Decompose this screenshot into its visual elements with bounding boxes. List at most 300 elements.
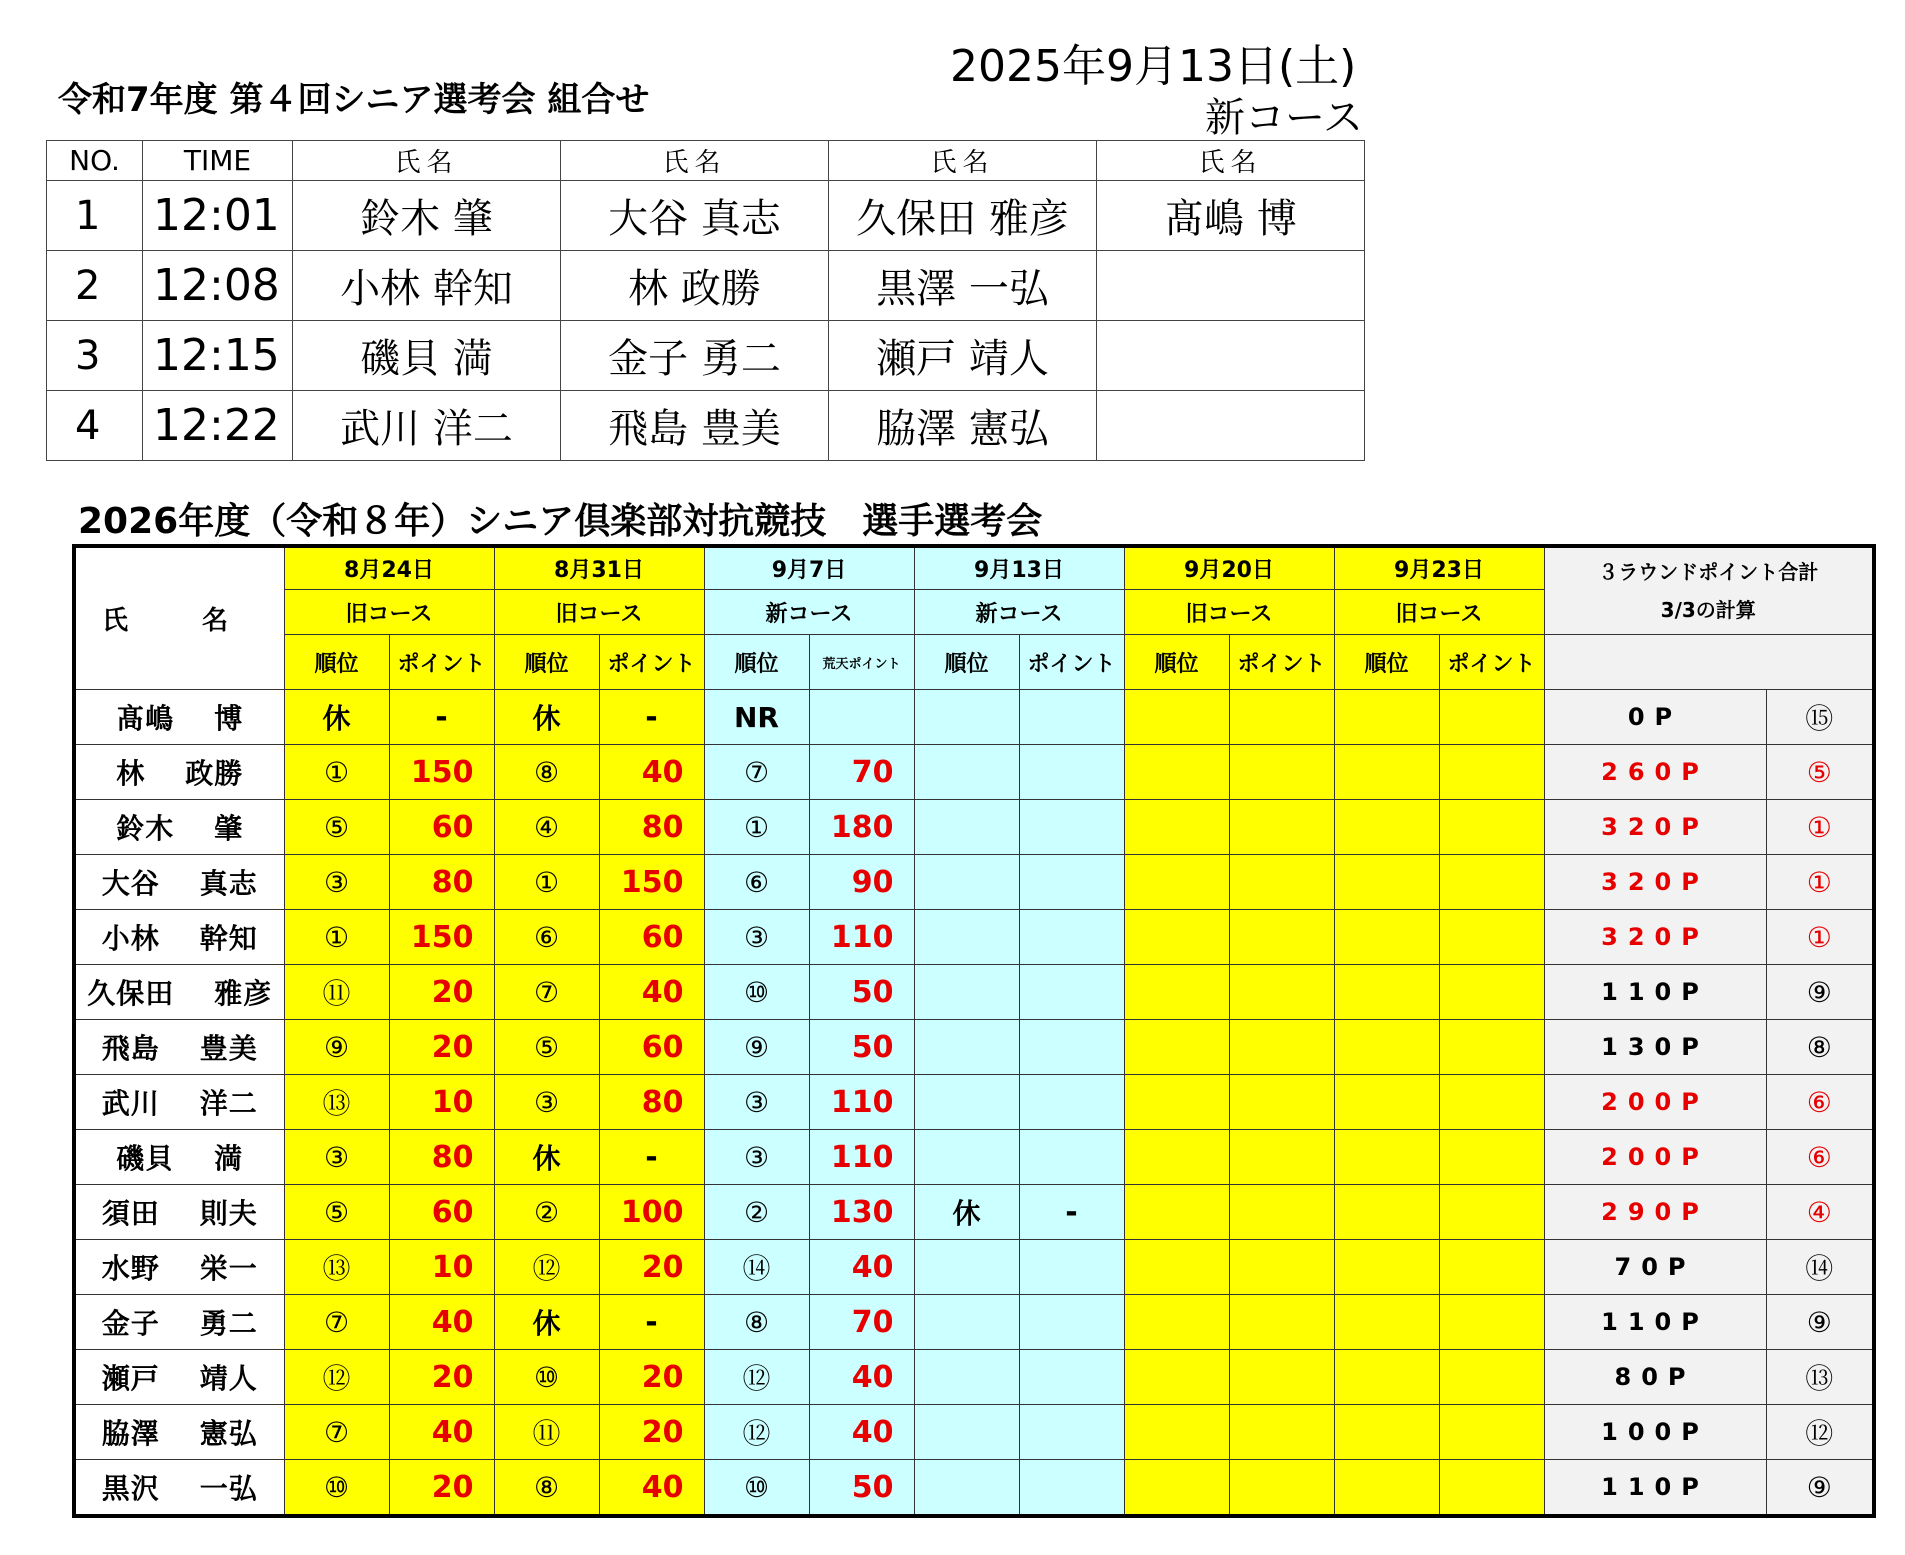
round-rank	[914, 1075, 1019, 1130]
round-rank	[1334, 855, 1439, 910]
round-points: -	[599, 1295, 704, 1350]
total-points: 0P	[1544, 690, 1766, 745]
round-course: 新コース	[704, 590, 914, 635]
standings-row	[74, 1405, 1874, 1460]
round-rank: ⑫	[704, 1350, 809, 1405]
round-points	[1439, 800, 1544, 855]
round-rank	[1124, 910, 1229, 965]
round-rank: ①	[494, 855, 599, 910]
round-points	[1229, 800, 1334, 855]
tee-time: 12:08	[143, 251, 293, 321]
player-family-name: 須田	[101, 1197, 160, 1230]
player-name: 鈴木 肇	[293, 181, 561, 251]
round-points: 40	[809, 1350, 914, 1405]
player-name	[74, 745, 284, 800]
round-rank	[914, 1350, 1019, 1405]
round-course: 旧コース	[284, 590, 494, 635]
round-points	[1019, 745, 1124, 800]
round-rank: ⑬	[284, 1240, 389, 1295]
round-points	[1019, 855, 1124, 910]
round-rank: ③	[704, 910, 809, 965]
total-rank: ①	[1766, 910, 1874, 965]
round-date: 8月24日	[284, 546, 494, 590]
round-rank	[1124, 1240, 1229, 1295]
round-points: 80	[599, 1075, 704, 1130]
player-name	[74, 1240, 284, 1295]
round-rank: ⑩	[284, 1460, 389, 1517]
player-given-name: 政勝	[185, 757, 244, 790]
player-name	[1097, 391, 1365, 461]
round-points	[1439, 1460, 1544, 1517]
player-given-name: 洋二	[199, 1087, 258, 1120]
name-column-header: 氏 名	[74, 546, 284, 690]
total-points: 130P	[1544, 1020, 1766, 1075]
player-name	[74, 965, 284, 1020]
player-given-name: 雅彦	[214, 977, 273, 1010]
round-rank	[1124, 1460, 1229, 1517]
player-name	[1097, 251, 1365, 321]
round-rank: ⑪	[284, 965, 389, 1020]
round-rank: ③	[284, 1130, 389, 1185]
total-rank: ⑨	[1766, 1295, 1874, 1350]
round-points: 70	[809, 745, 914, 800]
total-rank: ⑥	[1766, 1130, 1874, 1185]
player-given-name: 一弘	[199, 1472, 258, 1505]
round-date: 9月7日	[704, 546, 914, 590]
round-rank	[1334, 1185, 1439, 1240]
round-rank: 休	[494, 690, 599, 745]
round-rank	[914, 1130, 1019, 1185]
round-points	[1439, 965, 1544, 1020]
round-points	[1019, 1075, 1124, 1130]
round-rank	[1334, 1075, 1439, 1130]
round-points	[1019, 965, 1124, 1020]
total-header: ３ラウンドポイント合計 3/3の計算	[1544, 546, 1874, 635]
player-name: 大谷 真志	[561, 181, 829, 251]
round-rank: ③	[704, 1075, 809, 1130]
round-points	[1229, 855, 1334, 910]
total-points: 200P	[1544, 1130, 1766, 1185]
pairing-header-no: NO.	[47, 141, 143, 181]
standings-row	[74, 1350, 1874, 1405]
round-rank: ⑫	[494, 1240, 599, 1295]
group-number: 3	[47, 321, 143, 391]
round-points: 20	[389, 1020, 494, 1075]
point-header: 荒天ポイント	[809, 635, 914, 690]
pairing-table	[46, 140, 1365, 461]
round-points: 80	[389, 855, 494, 910]
point-header: ポイント	[1229, 635, 1334, 690]
pairing-header-row	[47, 141, 1365, 181]
player-name	[74, 1185, 284, 1240]
total-rank: ⑨	[1766, 965, 1874, 1020]
round-points: 50	[809, 965, 914, 1020]
round-points: 150	[389, 745, 494, 800]
total-rank: ①	[1766, 855, 1874, 910]
total-rank: ⑮	[1766, 690, 1874, 745]
round-rank	[1334, 745, 1439, 800]
total-points: 320P	[1544, 855, 1766, 910]
round-rank	[914, 690, 1019, 745]
round-points	[1229, 745, 1334, 800]
player-given-name: 則夫	[199, 1197, 258, 1230]
round-rank: ⑫	[704, 1405, 809, 1460]
round-rank: ⑦	[704, 745, 809, 800]
round-points: 150	[389, 910, 494, 965]
player-name	[74, 1405, 284, 1460]
pairing-header-time: TIME	[143, 141, 293, 181]
round-points	[1229, 1130, 1334, 1185]
round-rank: ①	[284, 745, 389, 800]
round-points: 150	[599, 855, 704, 910]
round-points: 80	[599, 800, 704, 855]
round-course: 新コース	[914, 590, 1124, 635]
total-rank: ⑭	[1766, 1240, 1874, 1295]
player-name: 金子 勇二	[561, 321, 829, 391]
round-points	[1019, 1295, 1124, 1350]
total-points: 110P	[1544, 965, 1766, 1020]
standings-row	[74, 1460, 1874, 1517]
player-given-name: 満	[214, 1142, 244, 1175]
standings-row	[74, 910, 1874, 965]
player-name: 黒澤 一弘	[829, 251, 1097, 321]
pairing-row	[47, 181, 1365, 251]
player-given-name: 靖人	[199, 1362, 258, 1395]
player-family-name: 脇澤	[101, 1417, 160, 1450]
round-points: 180	[809, 800, 914, 855]
round-rank: ⑤	[494, 1020, 599, 1075]
round-points: 20	[389, 1460, 494, 1517]
round-course: 旧コース	[1124, 590, 1334, 635]
round-points	[1019, 800, 1124, 855]
round-points	[1439, 1295, 1544, 1350]
player-family-name: 黒沢	[101, 1472, 160, 1505]
player-given-name: 勇二	[199, 1307, 258, 1340]
standings-row	[74, 855, 1874, 910]
round-rank	[914, 965, 1019, 1020]
round-points	[1229, 1350, 1334, 1405]
round-rank	[1334, 1130, 1439, 1185]
round-rank	[914, 855, 1019, 910]
round-rank	[1334, 965, 1439, 1020]
total-points: 290P	[1544, 1185, 1766, 1240]
round-points: 60	[599, 910, 704, 965]
player-name: 髙嶋 博	[1097, 181, 1365, 251]
round-rank: ⑦	[284, 1405, 389, 1460]
round-rank	[914, 1020, 1019, 1075]
standings-row	[74, 965, 1874, 1020]
standings-row	[74, 745, 1874, 800]
round-rank: ①	[284, 910, 389, 965]
round-rank: ⑥	[704, 855, 809, 910]
round-rank: ⑪	[494, 1405, 599, 1460]
group-number: 4	[47, 391, 143, 461]
round-points: 40	[389, 1295, 494, 1350]
round-points	[1439, 1130, 1544, 1185]
round-points	[1439, 1350, 1544, 1405]
player-given-name: 豊美	[199, 1032, 258, 1065]
player-given-name: 憲弘	[199, 1417, 258, 1450]
player-name: 磯貝 満	[293, 321, 561, 391]
round-rank: 休	[284, 690, 389, 745]
round-rank: ⑤	[284, 1185, 389, 1240]
round-rank	[914, 910, 1019, 965]
round-points	[1019, 1460, 1124, 1517]
total-points: 100P	[1544, 1405, 1766, 1460]
round-points: -	[1019, 1185, 1124, 1240]
round-points: 20	[599, 1350, 704, 1405]
round-course: 旧コース	[1334, 590, 1544, 635]
total-points: 320P	[1544, 910, 1766, 965]
point-header: ポイント	[599, 635, 704, 690]
round-points: 60	[599, 1020, 704, 1075]
round-points: 60	[389, 1185, 494, 1240]
round-rank	[1334, 1020, 1439, 1075]
event-course: 新コース	[1205, 95, 1363, 141]
round-points: 100	[599, 1185, 704, 1240]
round-points: 40	[389, 1405, 494, 1460]
round-rank: ⑧	[704, 1295, 809, 1350]
rank-header: 順位	[284, 635, 389, 690]
pairing-row	[47, 391, 1365, 461]
round-rank	[1334, 1295, 1439, 1350]
player-name: 飛島 豊美	[561, 391, 829, 461]
round-date: 9月13日	[914, 546, 1124, 590]
round-rank: 休	[914, 1185, 1019, 1240]
total-points: 260P	[1544, 745, 1766, 800]
player-family-name: 小林	[101, 922, 160, 955]
round-points	[1439, 690, 1544, 745]
round-points: 50	[809, 1460, 914, 1517]
round-points	[1229, 1295, 1334, 1350]
round-points: 50	[809, 1020, 914, 1075]
round-points	[1439, 910, 1544, 965]
round-rank: ⑨	[704, 1020, 809, 1075]
round-points: 110	[809, 1130, 914, 1185]
round-points	[1439, 855, 1544, 910]
rank-header: 順位	[494, 635, 599, 690]
player-name	[74, 910, 284, 965]
round-date: 9月20日	[1124, 546, 1334, 590]
group-number: 2	[47, 251, 143, 321]
total-rank: ①	[1766, 800, 1874, 855]
round-rank	[1334, 1240, 1439, 1295]
total-rank: ⑤	[1766, 745, 1874, 800]
round-date: 9月23日	[1334, 546, 1544, 590]
round-rank: ⑧	[494, 745, 599, 800]
player-name	[74, 1295, 284, 1350]
group-number: 1	[47, 181, 143, 251]
round-rank: ②	[704, 1185, 809, 1240]
round-points: 110	[809, 1075, 914, 1130]
round-points	[1439, 745, 1544, 800]
rank-header: 順位	[1124, 635, 1229, 690]
round-points	[1229, 1240, 1334, 1295]
total-points: 200P	[1544, 1075, 1766, 1130]
player-name: 瀬戸 靖人	[829, 321, 1097, 391]
player-given-name: 栄一	[199, 1252, 258, 1285]
round-rank: ⑦	[494, 965, 599, 1020]
round-rank	[914, 1460, 1019, 1517]
round-points	[1229, 690, 1334, 745]
round-rank	[914, 1295, 1019, 1350]
round-rank	[1334, 800, 1439, 855]
round-rank: ⑤	[284, 800, 389, 855]
round-rank	[1334, 1460, 1439, 1517]
round-rank	[1124, 1405, 1229, 1460]
round-rank: ⑩	[704, 965, 809, 1020]
player-family-name: 瀬戸	[101, 1362, 160, 1395]
round-points	[1019, 1405, 1124, 1460]
player-family-name: 鈴木	[116, 812, 175, 845]
total-rank: ⑬	[1766, 1350, 1874, 1405]
standings-row	[74, 1185, 1874, 1240]
round-points	[1229, 1075, 1334, 1130]
round-points: 40	[809, 1405, 914, 1460]
pairing-header-name: 氏名	[1097, 141, 1365, 181]
player-family-name: 武川	[101, 1087, 160, 1120]
round-rank	[1124, 1350, 1229, 1405]
round-points: -	[599, 690, 704, 745]
player-name	[74, 1020, 284, 1075]
round-points: 90	[809, 855, 914, 910]
round-points: 60	[389, 800, 494, 855]
round-rank	[914, 800, 1019, 855]
pairing-row	[47, 321, 1365, 391]
round-points	[1439, 1405, 1544, 1460]
round-points: 40	[599, 1460, 704, 1517]
rank-header: 順位	[704, 635, 809, 690]
total-rank: ④	[1766, 1185, 1874, 1240]
standings-table	[72, 544, 1876, 1518]
player-name	[74, 1350, 284, 1405]
player-name: 武川 洋二	[293, 391, 561, 461]
player-family-name: 水野	[101, 1252, 160, 1285]
round-rank	[1334, 1405, 1439, 1460]
round-rank	[1124, 1130, 1229, 1185]
tee-time: 12:15	[143, 321, 293, 391]
round-points	[1019, 1130, 1124, 1185]
round-rank	[1334, 1350, 1439, 1405]
player-name	[74, 1460, 284, 1517]
round-rank: ③	[704, 1130, 809, 1185]
player-given-name: 肇	[214, 812, 244, 845]
round-points: -	[599, 1130, 704, 1185]
standings-row	[74, 1295, 1874, 1350]
point-header: ポイント	[1439, 635, 1544, 690]
round-rank: ⑬	[284, 1075, 389, 1130]
round-date: 8月31日	[494, 546, 704, 590]
round-rank	[1124, 1295, 1229, 1350]
round-points: 70	[809, 1295, 914, 1350]
player-name: 脇澤 憲弘	[829, 391, 1097, 461]
total-rank: ⑨	[1766, 1460, 1874, 1517]
player-family-name: 久保田	[87, 977, 175, 1010]
round-points	[1439, 1185, 1544, 1240]
round-points: 40	[599, 965, 704, 1020]
round-points: 10	[389, 1240, 494, 1295]
round-rank: NR	[704, 690, 809, 745]
round-rank: ⑦	[284, 1295, 389, 1350]
standings-row	[74, 1020, 1874, 1075]
point-header: ポイント	[1019, 635, 1124, 690]
total-points: 80P	[1544, 1350, 1766, 1405]
player-family-name: 髙嶋	[116, 702, 175, 735]
player-name: 久保田 雅彦	[829, 181, 1097, 251]
player-family-name: 磯貝	[116, 1142, 175, 1175]
rank-header: 順位	[914, 635, 1019, 690]
standings-row	[74, 1075, 1874, 1130]
round-points	[1019, 910, 1124, 965]
round-rank	[1124, 1075, 1229, 1130]
round-points	[1019, 1020, 1124, 1075]
round-rank	[914, 745, 1019, 800]
player-name	[74, 1075, 284, 1130]
round-points: 130	[809, 1185, 914, 1240]
round-points	[1439, 1075, 1544, 1130]
player-family-name: 大谷	[101, 867, 160, 900]
round-points	[809, 690, 914, 745]
player-name	[74, 690, 284, 745]
round-points	[1229, 1460, 1334, 1517]
standings-row	[74, 800, 1874, 855]
round-points: 80	[389, 1130, 494, 1185]
round-points	[1229, 1020, 1334, 1075]
round-points	[1229, 910, 1334, 965]
total-rank: ⑥	[1766, 1075, 1874, 1130]
round-rank	[1124, 745, 1229, 800]
round-rank	[1124, 965, 1229, 1020]
round-rank: ⑭	[704, 1240, 809, 1295]
standings-row	[74, 1240, 1874, 1295]
pairing-header-name: 氏名	[561, 141, 829, 181]
round-rank	[914, 1240, 1019, 1295]
pairing-row	[47, 251, 1365, 321]
round-points	[1439, 1240, 1544, 1295]
round-course: 旧コース	[494, 590, 704, 635]
round-points	[1439, 1020, 1544, 1075]
player-given-name: 博	[214, 702, 244, 735]
total-points: 110P	[1544, 1295, 1766, 1350]
pairing-header-name: 氏名	[293, 141, 561, 181]
round-rank	[914, 1405, 1019, 1460]
player-name	[74, 1130, 284, 1185]
round-rank: 休	[494, 1295, 599, 1350]
player-family-name: 林	[116, 757, 146, 790]
standings-row	[74, 690, 1874, 745]
round-rank: ③	[494, 1075, 599, 1130]
player-family-name: 金子	[101, 1307, 160, 1340]
player-given-name: 幹知	[199, 922, 258, 955]
round-rank: 休	[494, 1130, 599, 1185]
total-points: 320P	[1544, 800, 1766, 855]
round-points: -	[389, 690, 494, 745]
standings-title: 2026年度（令和８年）シニア倶楽部対抗競技 選手選考会	[78, 501, 1043, 542]
round-rank	[1124, 690, 1229, 745]
player-name: 林 政勝	[561, 251, 829, 321]
round-rank: ④	[494, 800, 599, 855]
total-rank: ⑧	[1766, 1020, 1874, 1075]
player-family-name: 飛島	[101, 1032, 160, 1065]
round-rank: ⑫	[284, 1350, 389, 1405]
round-points: 20	[389, 1350, 494, 1405]
round-rank: ⑧	[494, 1460, 599, 1517]
round-rank: ⑩	[494, 1350, 599, 1405]
round-rank: ②	[494, 1185, 599, 1240]
event-date: 2025年9月13日(土)	[950, 41, 1357, 92]
total-rank: ⑫	[1766, 1405, 1874, 1460]
round-rank: ⑥	[494, 910, 599, 965]
